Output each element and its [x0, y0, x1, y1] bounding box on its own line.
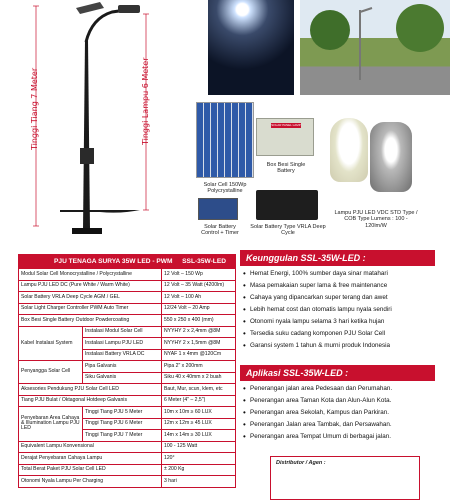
battery-caption: Solar Battery Type VRLA Deep Cycle	[250, 224, 326, 237]
list-item: • Otonomi nyala lampu selama 3 hari ketika hujan	[240, 319, 440, 326]
distributor-box	[270, 456, 420, 500]
led-lamp-white-icon	[370, 122, 412, 192]
box-caption: Box Besi Single Battery	[266, 162, 306, 175]
table-row: Lampu PJU LED DC (Pure White / Warm White) 12 Volt – 35 Watt (4200lm)	[19, 280, 236, 292]
solar-panel-icon	[196, 102, 254, 178]
night-lamp-photo	[208, 0, 294, 95]
distributor-label: Distributor / Agen :	[276, 460, 326, 466]
street-day-photo	[300, 0, 450, 95]
table-row: Solar Battery VRLA Deep Cycle AGM / GEL 12 Volt – 100 Ah	[19, 292, 236, 304]
table-row: Tiang PJU Bulat / Oktagonal Hotdeep Galvanis 6 Meter (4" – 2,5")	[19, 395, 236, 407]
list-item: • Penerangan Jalan area Tambak, dan Persawahan.	[240, 422, 440, 429]
table-row: Tinggi Tiang PJU 6 Meter 12m x 12m ≥ 45 LUX	[19, 418, 236, 430]
aplikasi-list	[240, 386, 440, 446]
list-item: • Penerangan area Tempat Umum di berbagai jalan.	[240, 434, 440, 441]
keunggulan-list	[240, 271, 440, 355]
table-row: Instalasi Battery VRLA DC NYAF 1 x 4mm @120Cm	[19, 349, 236, 361]
table-row: Solar Light Charger Controller PWM Auto Timer 12/24 Volt – 20 Amp	[19, 303, 236, 315]
lamp-height-label: Tinggi Lampu 6 Meter	[141, 57, 150, 145]
table-row: Box Besi Single Battery Outdoor Powdercoating 550 x 250 x 400 (mm)	[19, 315, 236, 327]
led-caption: Lampu PJU LED VDC STD Type / COB Type Lumens : 100 - 120lm/W	[334, 210, 418, 229]
table-row: Modul Solar Cell Monocrystalline / Polycrystalline 12 Volt – 150 Wp	[19, 269, 236, 281]
list-item: • Cahaya yang dipancarkan super terang dan awet	[240, 295, 440, 302]
solar-cell-caption: Solar Cell 150Wp Polycrystalline	[203, 182, 247, 195]
box-badge: SOLAR PANEL LAMP	[271, 123, 301, 127]
table-row: Derajat Penyebaran Cahaya Lampu 120°	[19, 453, 236, 465]
table-row: Instalasi Lampu PJU LED NYYHY 2 x 1,5mm @8M	[19, 338, 236, 350]
led-lamp-warm-icon	[330, 118, 368, 182]
table-row: Penyangga Solar Cell Pipa Galvanis Pipa 2" x 200mm	[19, 361, 236, 373]
table-row: Tinggi Tiang PJU 7 Meter 14m x 14m ≥ 30 LUX	[19, 430, 236, 442]
spec-title: PJU TENAGA SURYA 35W LED - PWM	[54, 257, 173, 265]
table-row: Siku Galvanis Siku 40 x 40mm x 2 buah	[19, 372, 236, 384]
list-item: • Lebih hemat cost dan otomatis lampu nyala sendiri	[240, 307, 440, 314]
table-row: Equivalent Lampu Konvensional 100 - 125 Watt	[19, 441, 236, 453]
list-item: • Penerangan area Taman Kota dan Alun-Alun Kota.	[240, 398, 440, 405]
spec-header	[18, 254, 236, 268]
pju-pole-diagram	[0, 0, 170, 240]
keunggulan-heading: Keunggulan SSL-35W-LED :	[240, 250, 435, 266]
controller-caption: Solar Battery Control + Timer	[201, 224, 239, 237]
spec-code: SSL-35W-LED	[182, 257, 226, 265]
list-item: • Tersedia suku cadang komponen PJU Solar Cell	[240, 331, 440, 338]
table-row: Penyebaran Area Cahaya & Illumination Lampu PJU LED Tinggi Tiang PJU 5 Meter 10m x 10m ≥ 60 LUX	[19, 407, 236, 419]
table-row: Otonomi Nyala Lampu Per Charging 3 hari	[19, 476, 236, 488]
panel-top-icon	[76, 2, 104, 14]
list-item: • Penerangan jalan area Pedesaan dan Perumahan.	[240, 386, 440, 393]
street-scene-icon	[300, 0, 450, 95]
lamp-head-icon	[118, 5, 140, 13]
pole-height-label: Tinggi Tiang 7 Meter	[30, 67, 39, 150]
table-row: Aksesories Pendukung PJU Solar Cell LED Baut, Mur, scun, klem, etc	[19, 384, 236, 396]
battery-box-icon	[256, 118, 314, 156]
list-item: • Hemat Energi, 100% sumber daya sinar matahari	[240, 271, 440, 278]
aplikasi-heading: Aplikasi SSL-35W-LED :	[240, 365, 435, 381]
table-row: Total Berat Paket PJU Solar Cell LED ± 200 Kg	[19, 464, 236, 476]
battery-icon	[256, 190, 318, 220]
list-item: • Penerangan area Sekolah, Kampus dan Parkiran.	[240, 410, 440, 417]
controller-icon	[198, 198, 238, 220]
table-row: Kabel Instalasi System Instalasi Modul Solar Cell NYYHY 2 x 2,4mm @8M	[19, 326, 236, 338]
list-item: • Garansi system 1 tahun & murni produk Indonesia	[240, 343, 440, 350]
list-item: • Masa pemakaian super lama & free maintenance	[240, 283, 440, 290]
spec-table	[18, 268, 236, 488]
